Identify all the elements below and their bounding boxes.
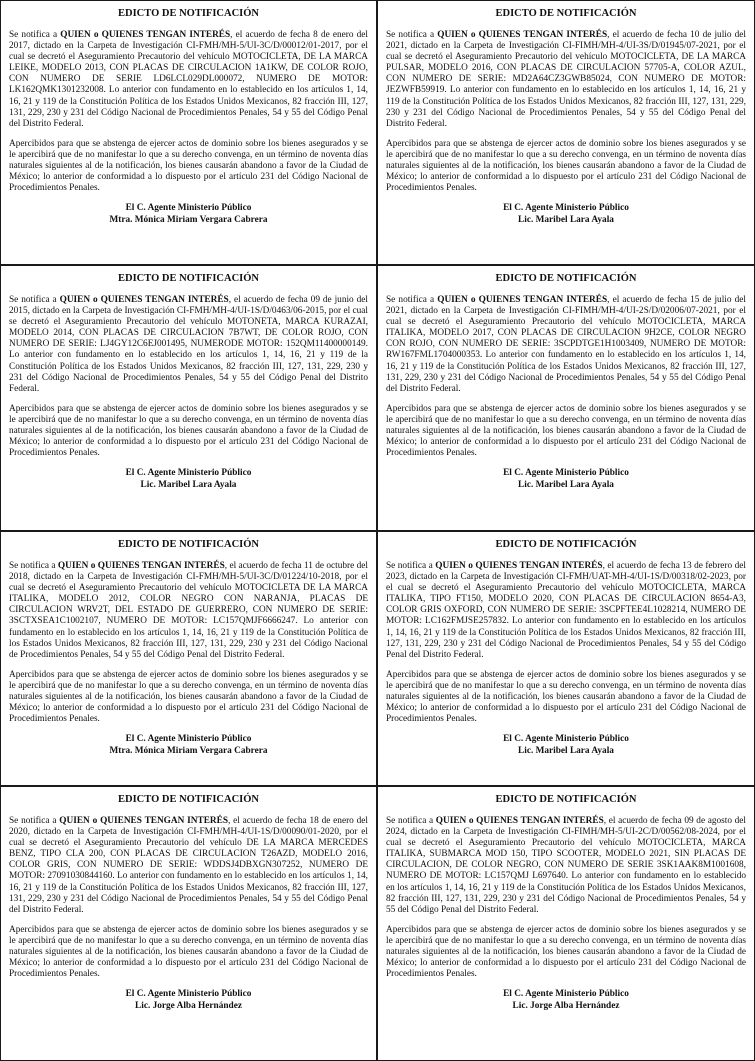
warning-paragraph: Apercibidos para que se abstenga de ejercer actos de dominio sobre los bienes asegurados y se le apercibirá que de no manifestar lo que a su derecho convenga, en un término de noventa días naturales siguientes al de la notificación, los bienes causarán abandono a favor de la Ciudad de México; lo anterior de conformidad a lo dispuesto por el artículo 231 del Código Nacional de Procedimientos Penales. <box>9 669 368 725</box>
intro-prefix: Se notifica a <box>386 561 436 571</box>
notice-body: , el acuerdo de fecha 18 de enero del 2020, dictado en la Carpeta de Investigación CI-FMH/MH-4/UI-1S/D/00090/01-2020, por el cual se decretó el Aseguramiento Precautorio del vehículo DE LA MARCA MERCEDES BENZ, TIPO CLA 200, CON PLACAS DE CIRCULACION T26AZD, MODELO 2016, COLOR GRIS, CON NUMERO DE SERIE: WDDSJ4DBXGN307252, NUMERO DE MOTOR: 27091030844160. Lo anterior con fundamento en lo establecido en los artículos 1, 14, 16, 21 y 119 de la Constitución Política de los Estados Unidos Mexicanos, 82 fracción III, 127, 131, 229, 230 y 231 del Código Nacional de Procedimientos Penales, 54 y 55 del Código Penal del Distrito Federal. <box>9 816 369 915</box>
signer-name: Lic. Maribel Lara Ayala <box>518 479 614 490</box>
signer-role: El C. Agente Ministerio Público <box>503 203 629 214</box>
edict-title: EDICTO DE NOTIFICACIÓN <box>495 539 637 550</box>
signer-name: Lic. Maribel Lara Ayala <box>140 479 237 490</box>
signer-role: El C. Agente Ministerio Público <box>125 989 252 1000</box>
interested-parties: QUIEN o QUIENES TENGAN INTERÉS <box>59 816 228 826</box>
interested-parties: QUIEN o QUIENES TENGAN INTERÉS <box>437 295 608 305</box>
notice-body: , el acuerdo de fecha 09 de agosto del 2024, dictado en la Carpeta de Investigación CI-FIMH/MH-5/UI-2C/D/00562/08-2024, por el cual se decretó el Aseguramiento Precautorio del vehículo MOTOCICLETA, MARCA ITALIKA, SUBMARCA MOD 150, TIPO SCOOTER, MODELO 2021, SIN PLACAS DE CIRCULACION, DE COLOR NEGRO, CON NUMERO DE SERIE 3SK1AAK8M1001608, NUMERO DE MOTOR: LC157QMJ L697640. Lo anterior con fundamento en lo establecido en los artículos 1, 14, 16, 21 y 119 de la Constitución Política de los Estados Unidos Mexicanos, 82 fracción III, 127, 131, 229, 230 y 231 del Código Nacional de Procedimientos Penales, 54 y 55 del Código Penal del Distrito Federal. <box>386 816 746 915</box>
signer-role: El C. Agente Ministerio Público <box>125 734 252 745</box>
notice-paragraph <box>386 816 746 916</box>
interested-parties: QUIEN o QUIENES TENGAN INTERÉS <box>435 816 604 826</box>
edict-card <box>377 264 755 530</box>
edict-title: EDICTO DE NOTIFICACIÓN <box>495 273 637 284</box>
signer-name: Lic. Jorge Alba Hernández <box>512 1000 620 1011</box>
interested-parties: QUIEN o QUIENES TENGAN INTERÉS <box>437 30 608 40</box>
warning-paragraph: Apercibidos para que se abstenga de ejercer actos de dominio sobre los bienes asegurados y se le apercibirá que de no manifestar lo que a su derecho convenga, en un término de noventa días naturales siguientes al de la notificación, los bienes causarán abandono a favor de la Ciudad de México; lo anterior de conformidad a lo dispuesto por el artículo 231 del Código Nacional de Procedimientos Penales. <box>9 924 368 980</box>
edict-card <box>377 0 755 264</box>
intro-prefix: Se notifica a <box>9 816 60 826</box>
signer-name: Lic. Maribel Lara Ayala <box>518 214 614 225</box>
interested-parties: QUIEN o QUIENES TENGAN INTERÉS <box>59 295 229 305</box>
edict-title: EDICTO DE NOTIFICACIÓN <box>118 794 259 805</box>
edict-card <box>377 530 755 785</box>
interested-parties: QUIEN o QUIENES TENGAN INTERÉS <box>435 561 603 571</box>
intro-prefix: Se notifica a <box>386 816 436 826</box>
edict-title: EDICTO DE NOTIFICACIÓN <box>495 794 637 805</box>
signer-name: Lic. Jorge Alba Hernández <box>135 1000 242 1011</box>
interested-parties: QUIEN o QUIENES TENGAN INTERÉS <box>60 30 231 40</box>
warning-paragraph: Apercibidos para que se abstenga de ejercer actos de dominio sobre los bienes asegurados y se le apercibirá que de no manifestar lo que a su derecho convenga, en un término de noventa días naturales siguientes al de la notificación, los bienes causarán abandono a favor de la Ciudad de México; lo anterior de conformidad a lo dispuesto por el artículo 231 del Código Nacional de Procedimientos Penales. <box>9 403 368 459</box>
intro-prefix: Se notifica a <box>9 30 61 40</box>
notice-body: , el acuerdo de fecha 13 de febrero del 2023, dictado en la Carpeta de Investigación CI-FMH/UAT-MH-4/UI-1S/D/00318/02-2023, por el cual se decretó el Aseguramiento Precautorio del vehículo MOTOCICLETA, MARCA ITALIKA, TIPO FT150, MODELO 2020, CON PLACAS DE CIRCULACION 8654-A3, COLOR GRIS OXFORD, CON NUMERO DE SERIE: 3SCPFTEE4L1028214, NUMERO DE MOTOR: LC162FMJSE257832. Lo anterior con fundamento en lo establecido en los artículos 1, 14, 16, 21 y 119 de la Constitución Política de los Estados Unidos Mexicanos, 82 fracción III, 127, 131, 229, 230 y 231 del Código Nacional de Procedimientos Penales, 54 y 55 del Código Penal del Distrito Federal. <box>386 561 746 660</box>
intro-prefix: Se notifica a <box>9 295 60 305</box>
edict-card <box>377 785 755 1061</box>
signer-role: El C. Agente Ministerio Público <box>125 203 252 214</box>
edict-card <box>0 264 377 530</box>
notice-body: , el acuerdo de fecha 09 de junio del 2015, dictado en la Carpeta de Investigación CI-FMH/MH-4/UI-1S/D/0463/06-2015, por el cual se decretó el Aseguramiento Precautorio del vehículo MOTONETA, MARCA KURAZAI, MODELO 2014, CON PLACAS DE CIRCULACION 7B7WT, DE COLOR ROJO, CON NUMERO DE SERIE: LJ4GY12C6EJ001495, NUMERODE MOTOR: 152QM11400000149. Lo anterior con fundamento en lo establecido en los artículos 1, 14, 16, 21 y 119 de la Constitución Política de los Estados Unidos Mexicanos, 82 fracción III, 127, 131, 229, 230 y 231 del Código Nacional de Procedimientos Penales, 54 y 55 del Código Penal del Distrito Federal. <box>9 295 368 394</box>
signer-role: El C. Agente Ministerio Público <box>125 468 252 479</box>
notice-paragraph <box>9 30 368 130</box>
notice-paragraph <box>9 816 368 916</box>
interested-parties: QUIEN o QUIENES TENGAN INTERÉS <box>57 561 225 571</box>
edict-title: EDICTO DE NOTIFICACIÓN <box>495 8 637 19</box>
signer-name: Mtra. Mónica Miriam Vergara Cabrera <box>109 745 268 756</box>
intro-prefix: Se notifica a <box>386 295 438 305</box>
edict-title: EDICTO DE NOTIFICACIÓN <box>118 8 259 19</box>
signer-name: Lic. Maribel Lara Ayala <box>518 745 614 756</box>
edict-title: EDICTO DE NOTIFICACIÓN <box>118 539 259 550</box>
edict-card <box>0 0 377 264</box>
warning-paragraph: Apercibidos para que se abstenga de ejercer actos de dominio sobre los bienes asegurados y se le apercibirá que de no manifestar lo que a su derecho convenga, en un término de noventa días naturales siguientes al de la notificación, los bienes causarán abandono a favor de la Ciudad de México; lo anterior de conformidad a lo dispuesto por el artículo 231 del Código Nacional de Procedimientos Penales. <box>9 138 368 194</box>
notice-paragraph <box>386 30 746 130</box>
notice-body: , el acuerdo de fecha 11 de octubre del 2018, dictado en la Carpeta de Investigación CI-FMH/MH-5/UI-3C/D/01224/10-2018, por el cual se decretó el Aseguramiento Precautorio del vehículo MOTOCICLETA DE LA MARCA ITALIKA, MODELO 2012, COLOR NEGRO CON NARANJA, PLACAS DE CIRCULACION WRV2T, DEL ESTADO DE GUERRERO, CON NUMERO DE SERIE: 3SCTXSEA1C1002107, NUMERO DE MOTOR: LC157QMJF6666247. Lo anterior con fundamento en lo establecido en los artículos 1, 14, 16, 21 y 119 de la Constitución Política de los Estados Unidos Mexicanos, 82 fracción III, 127, 131, 229, 230 y 231 del Código Nacional de Procedimientos Penales, 54 y 55 del Código Penal del Distrito Federal. <box>9 561 368 660</box>
edict-card <box>0 530 377 785</box>
signer-role: El C. Agente Ministerio Público <box>503 468 629 479</box>
intro-prefix: Se notifica a <box>386 30 438 40</box>
warning-paragraph: Apercibidos para que se abstenga de ejercer actos de dominio sobre los bienes asegurados y se le apercibirá que de no manifestar lo que a su derecho convenga, en un término de noventa días naturales siguientes al de la notificación, los bienes causarán abandono a favor de la Ciudad de México; lo anterior de conformidad a lo dispuesto por el artículo 231 del Código Nacional de Procedimientos Penales. <box>386 669 746 725</box>
signer-role: El C. Agente Ministerio Público <box>503 734 629 745</box>
notice-body: , el acuerdo de fecha 15 de julio del 2021, dictado en la Carpeta de Investigación CI-FIMH/MH-4/UI-2S/D/02006/07-2021, por el cual se decretó el Aseguramiento Precautorio del vehículo MOTOCICLETA, MARCA ITALIKA, MODELO 2017, CON PLACAS DE CIRCULACION 9H2CE, COLOR NEGRO CON ROJO, CON NUMERO DE SERIE: 3SCPDTGE1H1003409, NUMERO DE MOTOR: RW167FML1704000353. Lo anterior con fundamento en lo establecido en los artículos 1, 14, 16, 21 y 119 de la Constitución Política de los Estados Unidos Mexicanos, 82 fracción III, 127, 131, 229, 230 y 231 del Código Nacional de Procedimientos Penales, 54 y 55 del Código Penal del Distrito Federal. <box>386 295 747 394</box>
notice-paragraph <box>9 295 368 395</box>
signer-name: Mtra. Mónica Miriam Vergara Cabrera <box>109 214 268 225</box>
warning-paragraph: Apercibidos para que se abstenga de ejercer actos de dominio sobre los bienes asegurados y se le apercibirá que de no manifestar lo que a su derecho convenga, en un término de noventa días naturales siguientes al de la notificación, los bienes causarán abandono a favor de la Ciudad de México; lo anterior de conformidad a lo dispuesto por el artículo 231 del Código Nacional de Procedimientos Penales. <box>386 403 746 459</box>
intro-prefix: Se notifica a <box>9 561 58 571</box>
notice-paragraph <box>386 295 746 395</box>
notice-paragraph <box>9 561 368 661</box>
signer-role: El C. Agente Ministerio Público <box>503 989 629 1000</box>
warning-paragraph: Apercibidos para que se abstenga de ejercer actos de dominio sobre los bienes asegurados y se le apercibirá que de no manifestar lo que a su derecho convenga, en un término de noventa días naturales siguientes al de la notificación, los bienes causarán abandono a favor de la Ciudad de México; lo anterior de conformidad a lo dispuesto por el artículo 231 del Código Nacional de Procedimientos Penales. <box>386 138 746 194</box>
notice-body: , el acuerdo de fecha 8 de enero del 2017, dictado en la Carpeta de Investigación CI-FMH/MH-5/UI-3C/D/00012/01-2017, por el cual se decretó el Aseguramiento Precautorio del vehículo MOTOCICLETA, DE LA MARCA LEIKE, MODELO 2013, CON PLACAS DE CIRCULACION 1A1KW, DE COLOR ROJO, CON NUMERO DE SERIE LD6LCL029DL000072, NUMERO DE MOTOR: LK162QMK1301232008. Lo anterior con fundamento en lo establecido en los artículos 1, 14, 16, 21 y 119 de la Constitución Política de los Estados Unidos Mexicanos, 82 fracción III, 127, 131, 229, 230 y 231 del Código Nacional de Procedimientos Penales, 54 y 55 del Código Penal del Distrito Federal. <box>9 30 368 129</box>
warning-paragraph: Apercibidos para que se abstenga de ejercer actos de dominio sobre los bienes asegurados y se le apercibirá que de no manifestar lo que a su derecho convenga, en un término de noventa días naturales siguientes al de la notificación, los bienes causarán abandono a favor de la Ciudad de México; lo anterior de conformidad a lo dispuesto por el artículo 231 del Código Nacional de Procedimientos Penales. <box>386 924 746 980</box>
notice-paragraph <box>386 561 746 661</box>
edict-title: EDICTO DE NOTIFICACIÓN <box>118 273 259 284</box>
edict-card <box>0 785 377 1061</box>
notice-body: , el acuerdo de fecha 10 de julio del 2021, dictado en la Carpeta de Investigación CI-FIMH/MH-4/UI-3S/D/01945/07-2021, por el cual se decretó el Aseguramiento Precautorio del vehículo MOTOCICLETA, DE LA MARCA PULSAR, MODELO 2016, CON PLACAS DE CIRCULACION 57705-A, COLOR AZUL, CON NUMERO DE SERIE: MD2A64CZ3GWB85024, CON NUMERO DE MOTOR: JEZWFB59919. Lo anterior con fundamento en lo establecido en los artículos 1, 14, 16, 21 y 119 de la Constitución Política de los Estados Unidos Mexicanos, 82 fracción III, 127, 131, 229, 230 y 231 del Código Nacional de Procedimientos Penales, 54 y 55 del Código Penal del Distrito Federal. <box>386 30 747 129</box>
